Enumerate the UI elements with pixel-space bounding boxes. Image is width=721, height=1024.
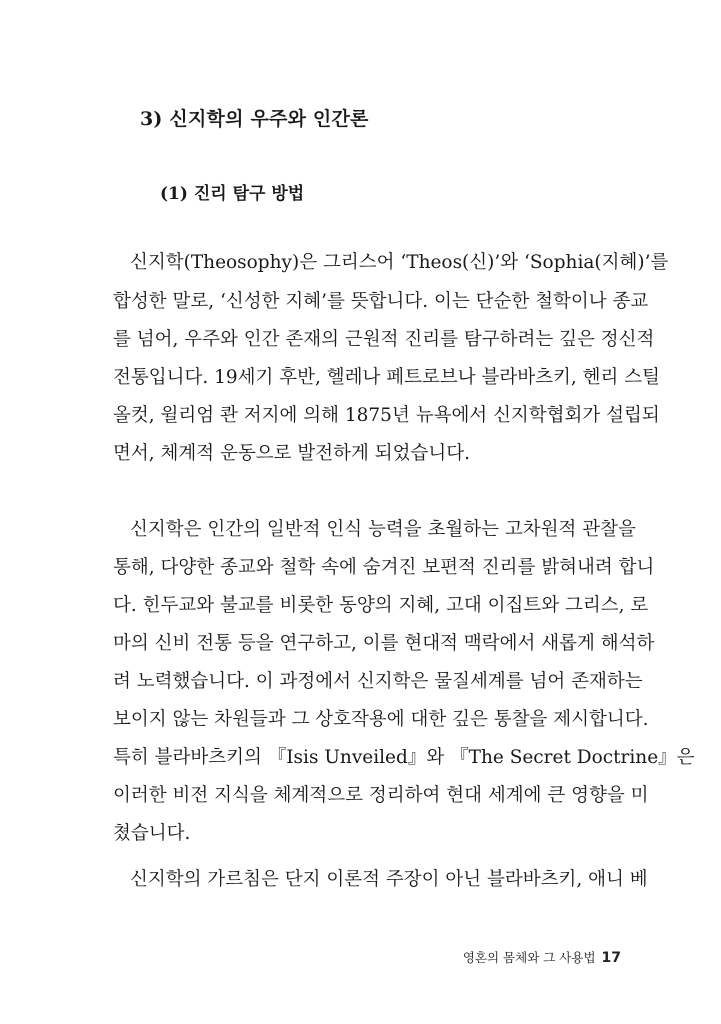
paragraph-2-line-4: 마의 신비 전통 등을 연구하고, 이를 현대적 맥락에서 새롭게 해석하: [113, 633, 655, 654]
subsection-heading: (1) 진리 탐구 방법: [160, 184, 305, 204]
footer-book-title: 영혼의 몸체와 그 사용법: [462, 950, 596, 965]
section-heading: 3) 신지학의 우주와 인간론: [140, 108, 369, 130]
paragraph-1-line-5: 올컷, 윌리엄 콴 저지에 의해 1875년 뉴욕에서 신지학협회가 설립되: [113, 405, 660, 426]
paragraph-2-line-2: 통해, 다양한 종교와 철학 속에 숨겨진 보편적 진리를 밝혀내려 합니: [113, 557, 655, 578]
page-number: 17: [601, 950, 621, 966]
paragraph-2-line-8: 이러한 비전 지식을 체계적으로 정리하여 현대 세계에 큰 영향을 미: [113, 785, 649, 806]
paragraph-1-line-6: 면서, 체계적 운동으로 발전하게 되었습니다.: [113, 443, 470, 464]
paragraph-1-line-4: 전통입니다. 19세기 후반, 헬레나 페트로브나 블라바츠키, 헨리 스틸: [113, 367, 660, 388]
paragraph-2-line-1: 신지학은 인간의 일반적 인식 능력을 초월하는 고차원적 관찰을: [130, 519, 636, 540]
paragraph-2-line-7: 특히 블라바츠키의 『Isis Unveiled』와 『The Secret Doctrine』은: [113, 747, 695, 768]
paragraph-2-line-9: 쳤습니다.: [113, 823, 191, 844]
paragraph-1-line-2: 합성한 말로, ‘신성한 지혜’를 뜻합니다. 이는 단순한 철학이나 종교: [113, 291, 649, 312]
paragraph-2-line-3: 다. 힌두교와 불교를 비롯한 동양의 지혜, 고대 이집트와 그리스, 로: [113, 595, 649, 616]
paragraph-3-line-1: 신지학의 가르침은 단지 이론적 주장이 아닌 블라바츠키, 애니 베: [130, 869, 648, 890]
paragraph-1-line-3: 를 넘어, 우주와 인간 존재의 근원적 진리를 탐구하려는 깊은 정신적: [113, 329, 655, 350]
page-footer: [463, 948, 621, 966]
paragraph-2-line-6: 보이지 않는 차원들과 그 상호작용에 대한 깊은 통찰을 제시합니다.: [113, 709, 649, 730]
paragraph-2-line-5: 려 노력했습니다. 이 과정에서 신지학은 물질세계를 넘어 존재하는: [113, 671, 643, 692]
paragraph-1-line-1: 신지학(Theosophy)은 그리스어 ‘Theos(신)’와 ‘Sophia(지혜)’를: [130, 252, 669, 273]
